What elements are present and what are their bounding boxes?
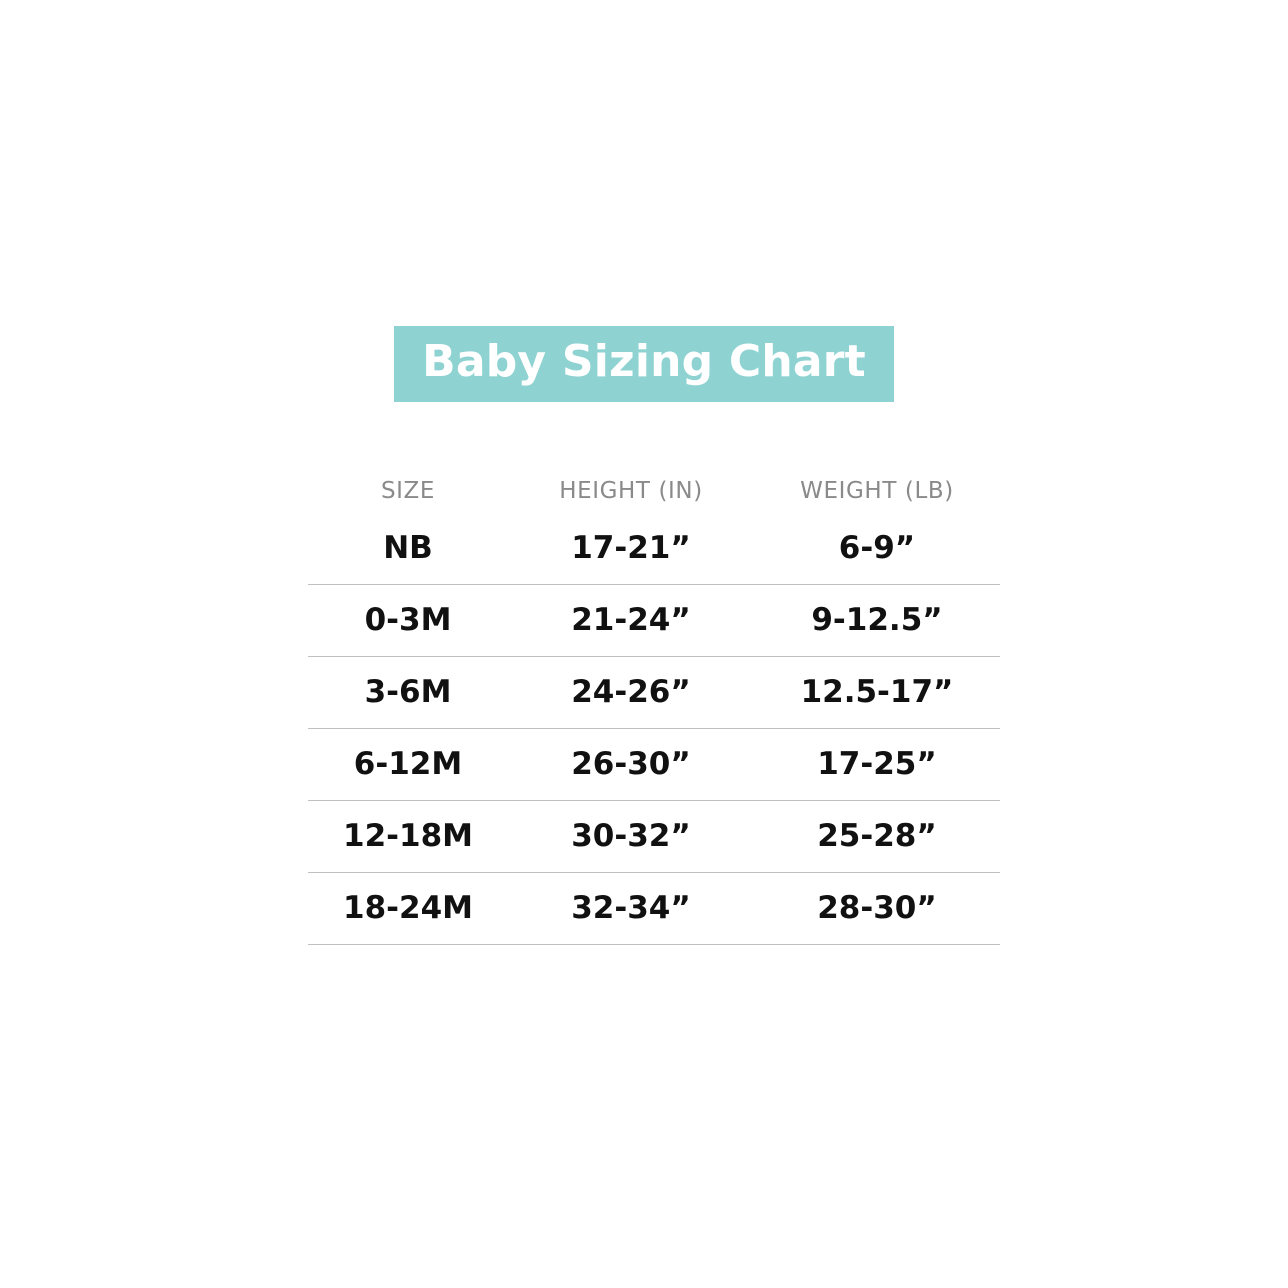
table-row bbox=[308, 801, 1000, 873]
cell-height: 26-30” bbox=[508, 729, 754, 801]
cell-size: 18-24M bbox=[308, 873, 508, 945]
cell-weight: 17-25” bbox=[754, 729, 1000, 801]
column-header-size: SIZE bbox=[380, 478, 436, 504]
title-band bbox=[394, 326, 894, 402]
cell-weight: 9-12.5” bbox=[754, 585, 1000, 657]
sizing-table bbox=[308, 478, 1000, 945]
sizing-table-container bbox=[308, 478, 1000, 945]
page-title: Baby Sizing Chart bbox=[422, 336, 866, 387]
cell-weight: 28-30” bbox=[754, 873, 1000, 945]
cell-height: 32-34” bbox=[508, 873, 754, 945]
table-row bbox=[308, 873, 1000, 945]
table-row bbox=[308, 729, 1000, 801]
cell-size: 3-6M bbox=[308, 657, 508, 729]
cell-height: 30-32” bbox=[508, 801, 754, 873]
cell-weight: 25-28” bbox=[754, 801, 1000, 873]
cell-height: 21-24” bbox=[508, 585, 754, 657]
header-row bbox=[308, 478, 1000, 526]
cell-size: 0-3M bbox=[308, 585, 508, 657]
cell-height: 17-21” bbox=[508, 526, 754, 585]
cell-size: 12-18M bbox=[308, 801, 508, 873]
table-body bbox=[308, 526, 1000, 945]
table-row bbox=[308, 526, 1000, 585]
title-container bbox=[0, 326, 1288, 402]
table-header bbox=[308, 478, 1000, 526]
cell-height: 24-26” bbox=[508, 657, 754, 729]
table-row bbox=[308, 585, 1000, 657]
column-header-height: HEIGHT (IN) bbox=[559, 478, 703, 504]
cell-size: 6-12M bbox=[308, 729, 508, 801]
cell-weight: 6-9” bbox=[754, 526, 1000, 585]
cell-weight: 12.5-17” bbox=[754, 657, 1000, 729]
column-header-weight: WEIGHT (LB) bbox=[800, 478, 954, 504]
table-row bbox=[308, 657, 1000, 729]
cell-size: NB bbox=[308, 526, 508, 585]
